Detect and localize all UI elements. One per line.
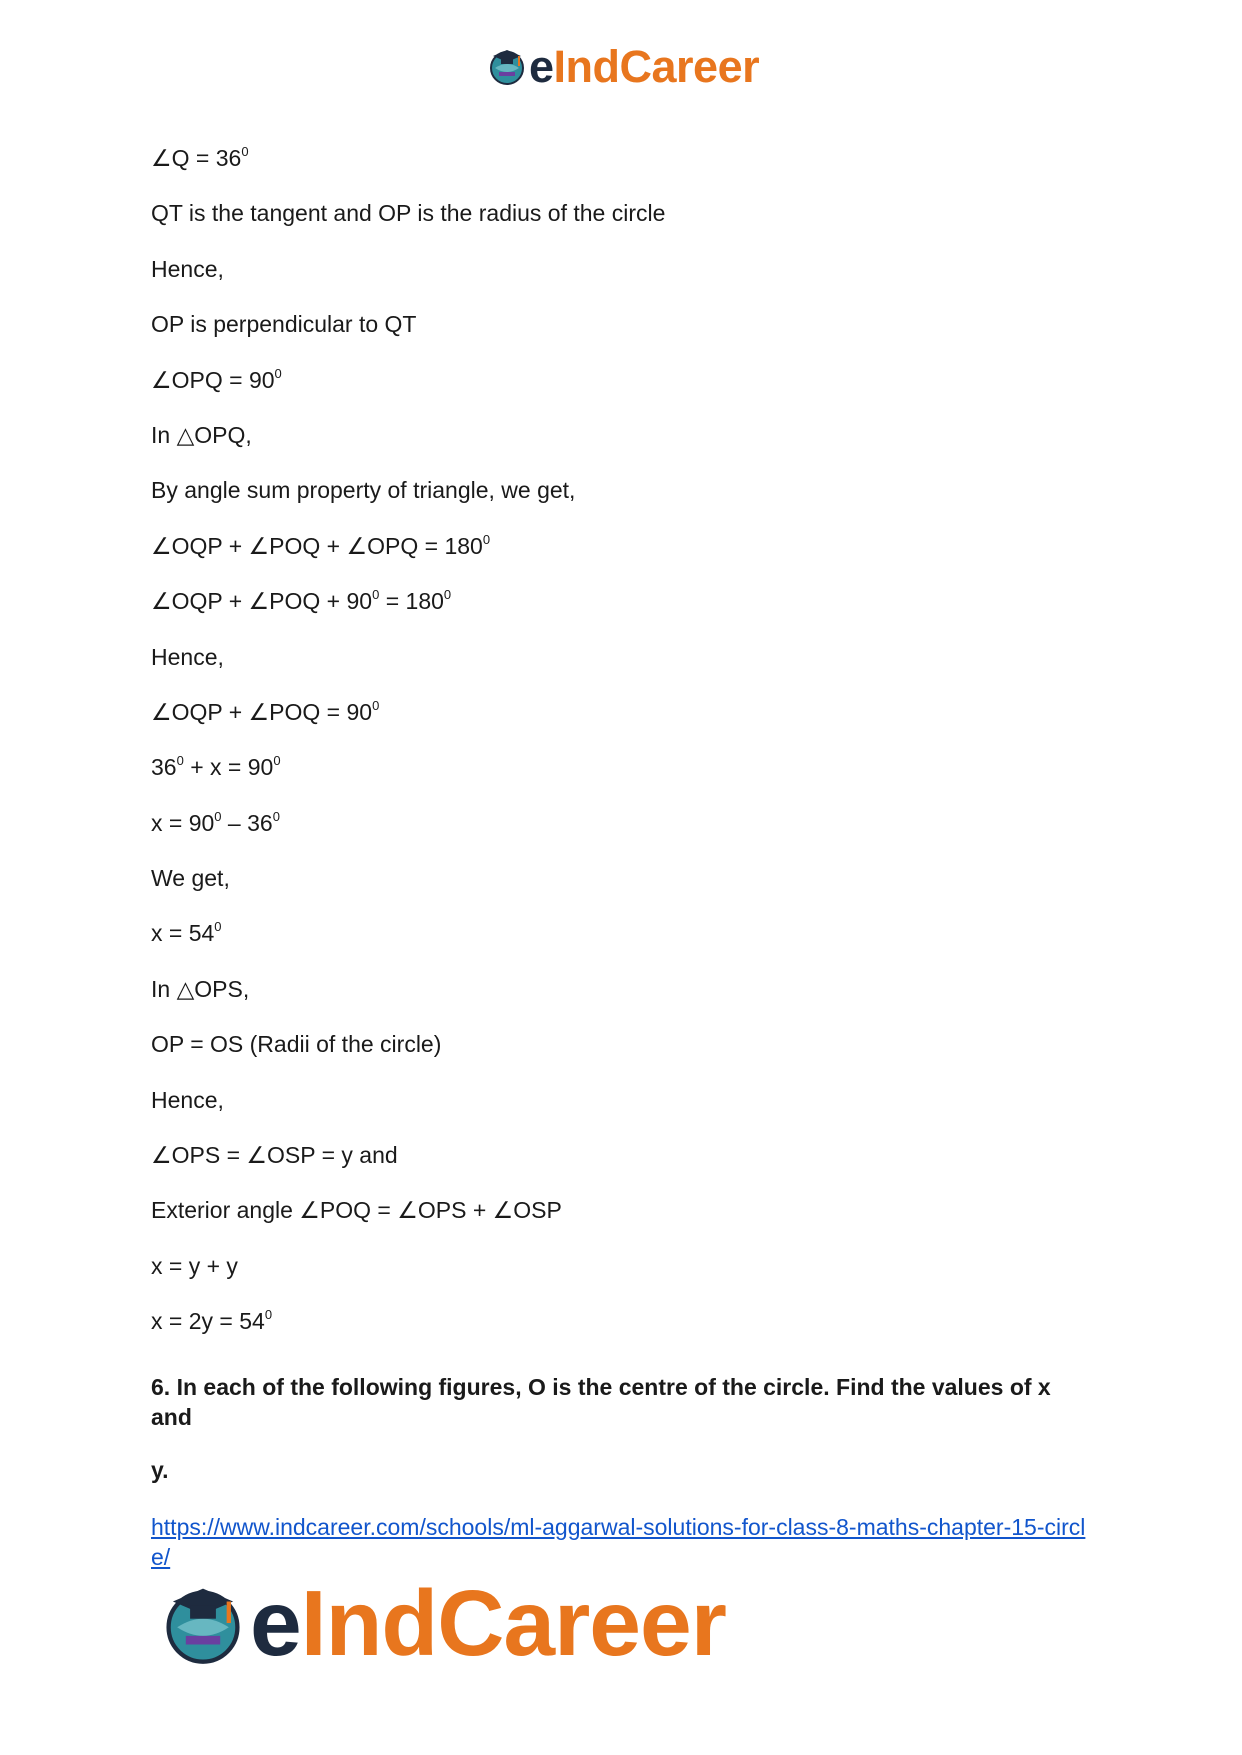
question-heading-tail: y.: [151, 1457, 169, 1483]
logo-text: IndCareer: [300, 1570, 726, 1675]
globe-graduation-cap-icon: [487, 46, 527, 86]
solution-line: ∠OQP + ∠POQ = $90^0$: [151, 697, 380, 725]
logo-letter: e: [529, 40, 554, 92]
footer-logo: [160, 1570, 726, 1675]
solution-line: ∠Q = $36^0$: [151, 144, 249, 171]
solution-line: Hence,: [151, 1086, 224, 1113]
source-link[interactable]: https://www.indcareer.com/schools/ml-aggarwal-solutions-for-class-8-maths-chapter-15-circle/: [151, 1514, 1086, 1570]
solution-line: OP = OS (Radii of the circle): [151, 1031, 442, 1058]
logo-wordmark: [250, 1570, 726, 1675]
solution-line: OP is perpendicular to QT: [151, 311, 417, 338]
solution-line: ∠OQP + ∠POQ + ∠OPQ = $180^0$: [151, 531, 491, 559]
solution-line: x = y + y: [151, 1252, 238, 1279]
logo-wordmark: [529, 40, 760, 92]
solution-line: $x = 2y = 54^0$: [151, 1307, 273, 1335]
solution-line: In △OPS,: [151, 975, 250, 1002]
solution-line: $x = 54^0$: [151, 919, 222, 947]
solution-line: In △OPQ,: [151, 421, 252, 448]
solution-line: $x = 90^0 - 36^0$: [151, 808, 280, 836]
header-logo: [487, 40, 759, 92]
logo-letter: e: [250, 1570, 301, 1675]
solution-line: Exterior angle ∠POQ = ∠OPS + ∠OSP: [151, 1197, 562, 1224]
solution-line: Hence,: [151, 255, 224, 282]
solution-line: QT is the tangent and OP is the radius of the circle: [151, 200, 666, 227]
solution-line: $36^0 + x = 90^0$: [151, 753, 281, 781]
solution-line: ∠OPQ = $90^0$: [151, 365, 282, 393]
solution-line: By angle sum property of triangle, we get,: [151, 477, 576, 504]
question-heading: 6. In each of the following figures, O is the centre of the circle. Find the values of x and: [151, 1374, 1051, 1430]
solution-line: We get,: [151, 865, 230, 892]
solution-line: Hence,: [151, 643, 224, 670]
solution-line: ∠OQP + ∠POQ + $90^0 = 180^0$: [151, 587, 452, 615]
solution-line: ∠OPS = ∠OSP = y and: [151, 1142, 398, 1169]
solution-body: [151, 143, 1101, 1362]
logo-text: IndCareer: [553, 40, 760, 92]
globe-graduation-cap-icon: [160, 1580, 246, 1666]
